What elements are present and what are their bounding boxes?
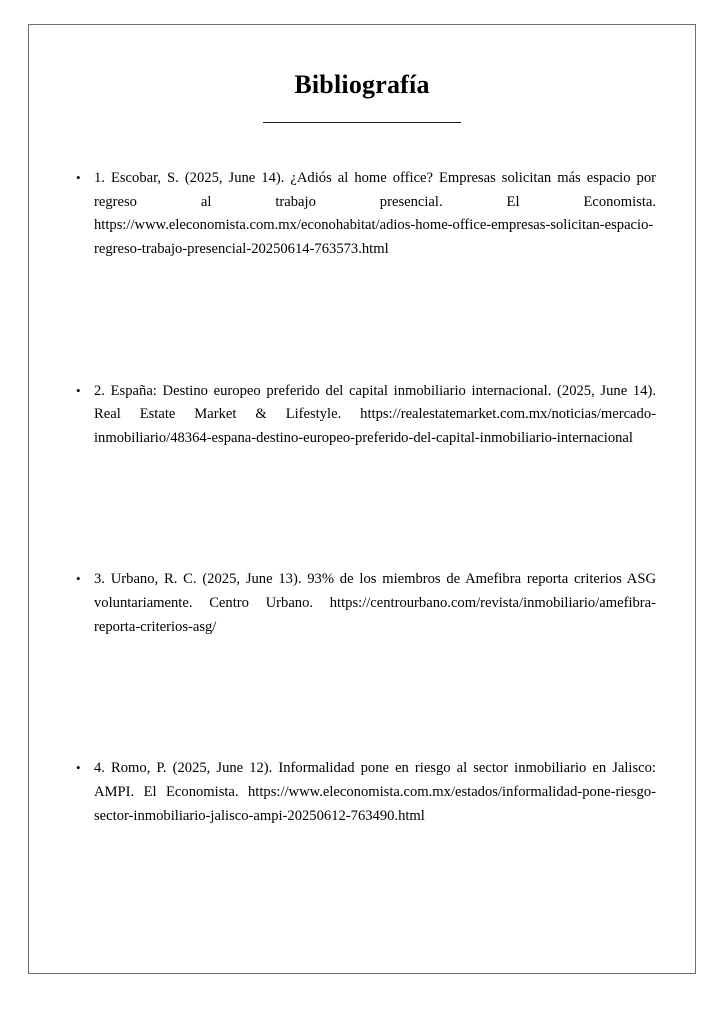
bullet-icon: •	[76, 170, 81, 185]
reference-text: 3. Urbano, R. C. (2025, June 13). 93% de los miembros de Amefibra reporta criterios ASG voluntariamente. Centro Urbano. https://centrourbano.com/revista/inmobiliario/amefibra-reporta-criterios-asg/	[94, 571, 656, 635]
bullet-icon: •	[76, 571, 81, 587]
list-spacer	[94, 450, 656, 568]
title-divider	[263, 122, 461, 123]
bullet-icon: •	[76, 382, 81, 398]
reference-text: 4. Romo, P. (2025, June 12). Informalidad pone en riesgo al sector inmobiliario en Jalisco: AMPI. El Economista. https://www.eleconomista.com.mx/estados/informalidad-pone-riesgo-sector-inmobiliario-jalisco-ampi-20250612-763490.html	[94, 760, 656, 824]
reference-text: 1. Escobar, S. (2025, June 14). ¿Adiós al home office? Empresas solicitan más espacio por regreso al trabajo presencial. El Economista. https://www.eleconomista.com.mx/econohabitat/adios-home-office-empresas-solicitan-espacio-regreso-trabajo-presencial-20250614-763573.html	[94, 170, 656, 257]
bibliography-list	[68, 167, 656, 828]
list-item	[76, 380, 656, 451]
bullet-icon: •	[76, 760, 81, 776]
page-content	[28, 24, 696, 974]
list-spacer	[94, 639, 656, 757]
page-title: Bibliografía	[294, 70, 430, 99]
list-item	[76, 568, 656, 639]
list-spacer	[94, 262, 656, 380]
reference-text: 2. España: Destino europeo preferido del capital inmobiliario internacional. (2025, June 14). Real Estate Market & Lifestyle. https://realestatemarket.com.mx/noticias/mercado-inmobiliario/48364-espana-destino-europeo-preferido-del-capital-inmobiliario-internacional	[94, 382, 656, 446]
list-item	[76, 167, 656, 262]
list-item	[76, 757, 656, 828]
